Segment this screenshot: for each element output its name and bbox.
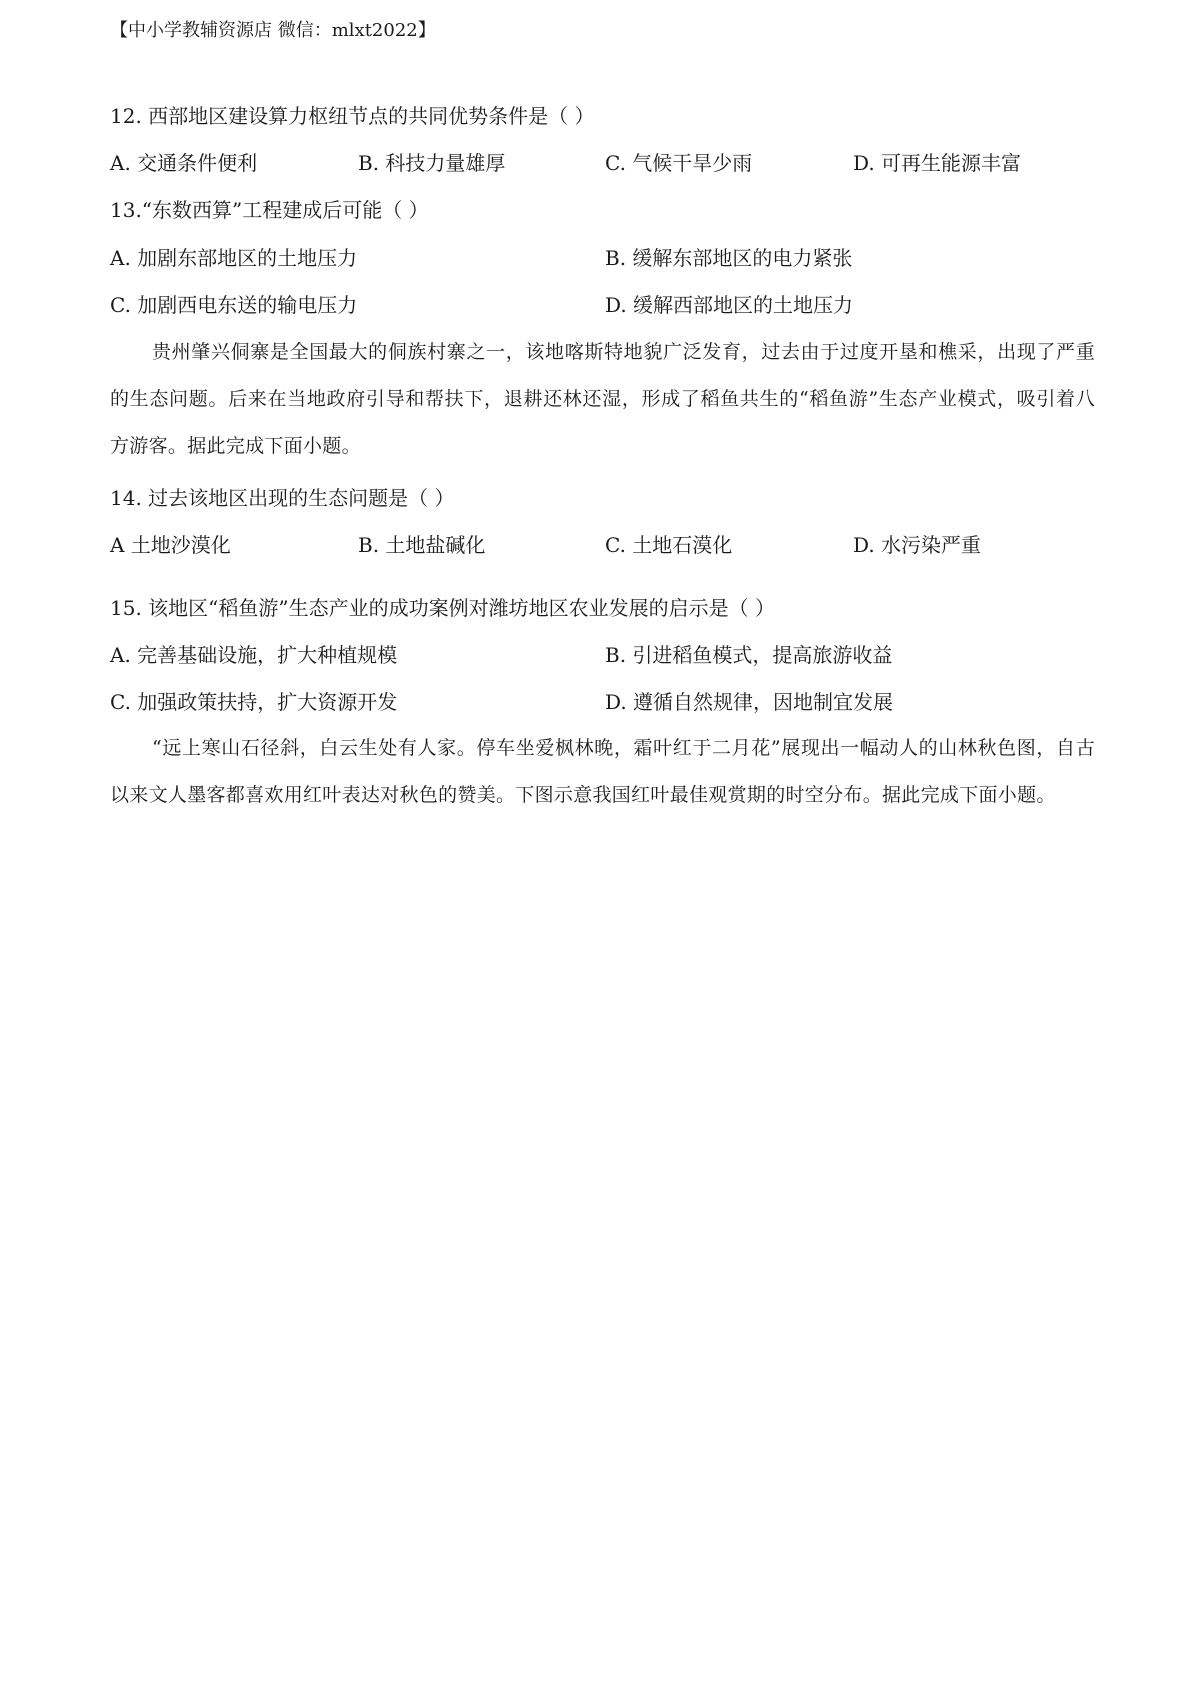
header-watermark: 【中小学教辅资源店 微信：mlxt2022】 [110,20,436,41]
option-d[interactable]: D. 可再生能源丰富 [853,151,1022,175]
option-c[interactable]: C. 土地石漠化 [605,533,733,557]
option-d[interactable]: D. 缓解西部地区的土地压力 [605,293,854,317]
option-c[interactable]: C. 加剧西电东送的输电压力 [110,293,358,317]
option-b[interactable]: B. 科技力量雄厚 [358,151,506,175]
option-a[interactable]: A. 完善基础设施，扩大种植规模 [110,643,398,667]
question-15-options-row2 [110,688,1110,716]
question-14-stem: 14. 过去该地区出现的生态问题是（ ） [110,486,455,510]
question-13-options-row1 [110,244,1110,272]
option-d[interactable]: D. 遵循自然规律，因地制宜发展 [605,690,894,714]
question-15-stem: 15. 该地区“稻鱼游”生态产业的成功案例对潍坊地区农业发展的启示是（ ） [110,596,775,620]
question-15-options-row1 [110,641,1110,669]
option-d[interactable]: D. 水污染严重 [853,533,982,557]
option-a[interactable]: A. 加剧东部地区的土地压力 [110,246,358,270]
option-c[interactable]: C. 气候干旱少雨 [605,151,753,175]
question-14-options [110,531,1110,559]
option-b[interactable]: B. 缓解东部地区的电力紧张 [605,246,853,270]
option-a[interactable]: A 土地沙漠化 [110,533,231,557]
question-13-stem: 13.“东数西算”工程建成后可能（ ） [110,198,429,222]
option-c[interactable]: C. 加强政策扶持，扩大资源开发 [110,690,398,714]
passage-zhaoxing: 贵州肇兴侗寨是全国最大的侗族村寨之一，该地喀斯特地貌广泛发育，过去由于过度开垦和樵采，出现了严重的生态问题。后来在当地政府引导和帮扶下，退耕还林还湿，形成了稻鱼共生的“稻鱼游”生态产业模式，吸引着八方游客。据此完成下面小题。 [110,341,1095,457]
question-12-options [110,149,1110,177]
passage-red-leaves: “远上寒山石径斜，白云生处有人家。停车坐爱枫林晚，霜叶红于二月花”展现出一幅动人的山林秋色图，自古以来文人墨客都喜欢用红叶表达对秋色的赞美。下图示意我国红叶最佳观赏期的时空分布。据此完成下面小题。 [110,737,1095,806]
question-13-options-row2 [110,291,1110,319]
option-b[interactable]: B. 引进稻鱼模式，提高旅游收益 [605,643,893,667]
question-12-stem: 12. 西部地区建设算力枢纽节点的共同优势条件是（ ） [110,104,595,128]
option-a[interactable]: A. 交通条件便利 [110,151,258,175]
option-b[interactable]: B. 土地盐碱化 [358,533,486,557]
